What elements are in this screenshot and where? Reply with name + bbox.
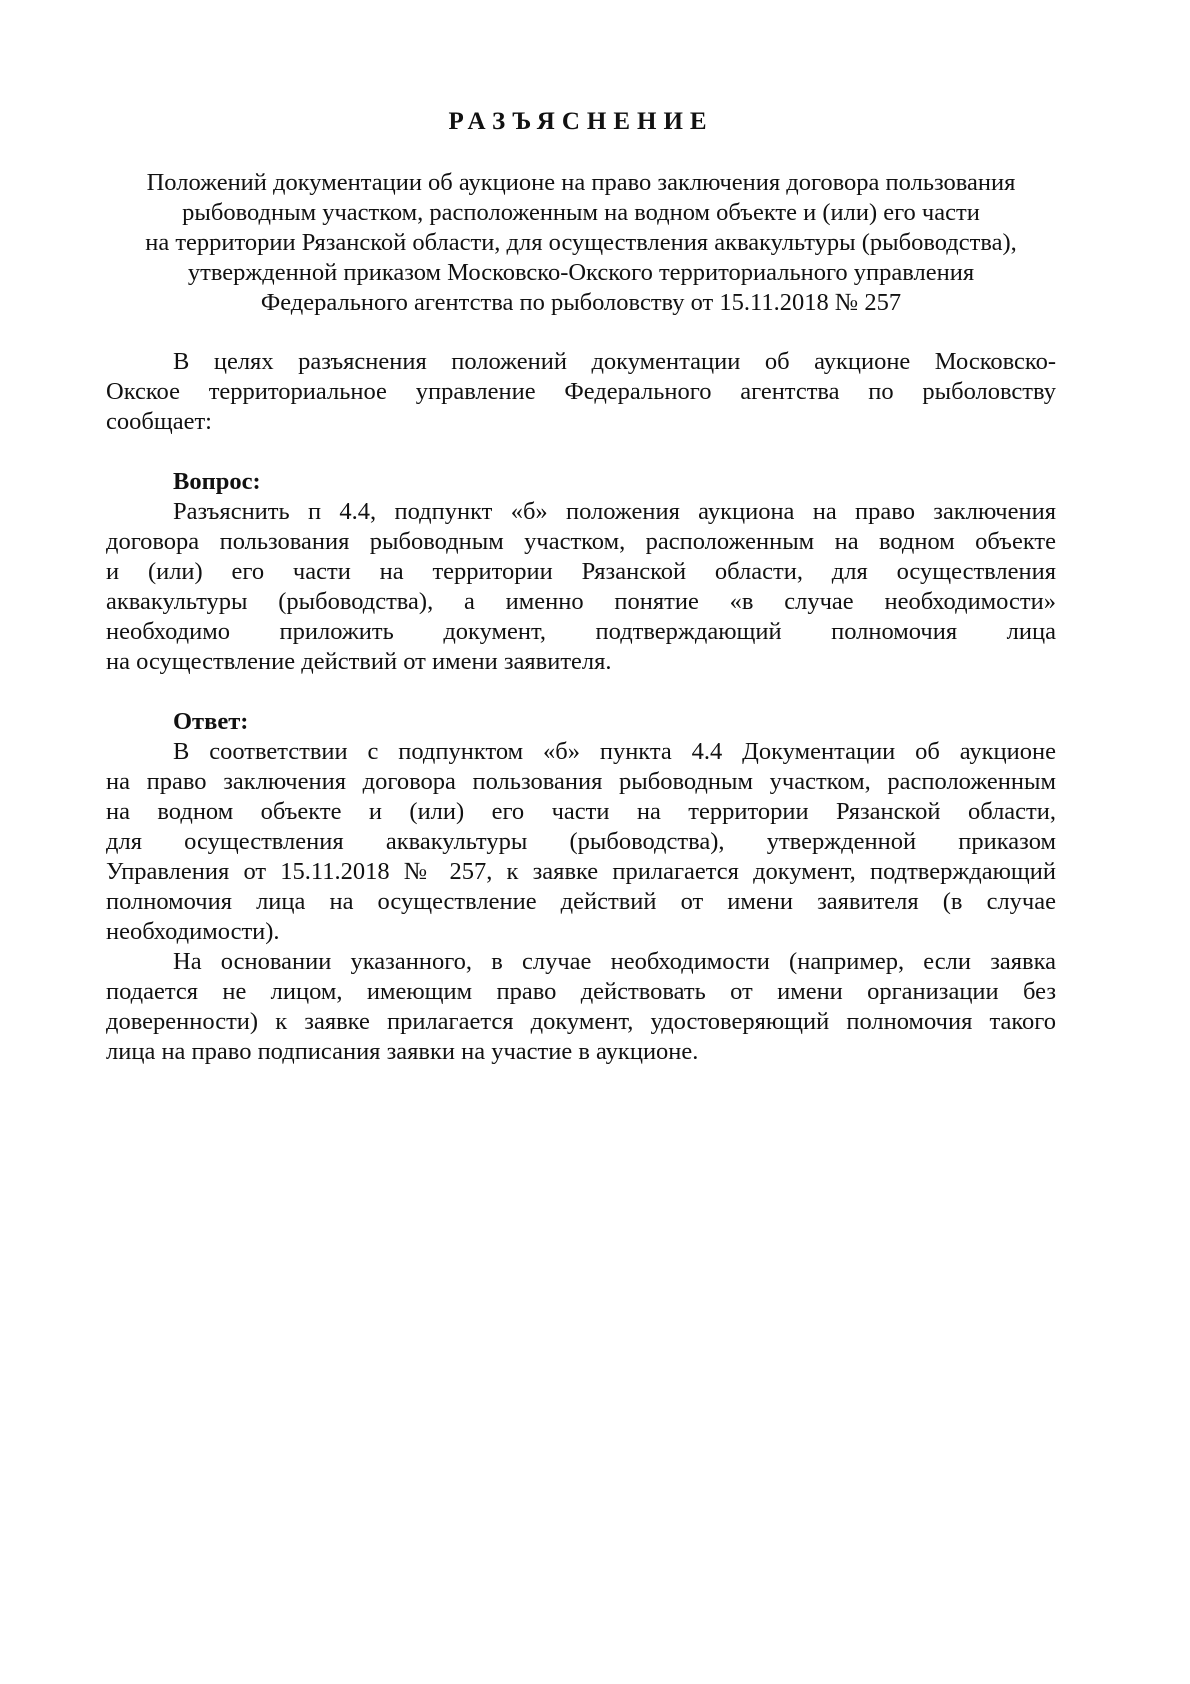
answer-line: на водном объекте и (или) его части на территории Рязанской области,: [106, 798, 1056, 825]
answer-heading: Ответ:: [173, 708, 249, 735]
answer-line: полномочия лица на осуществление действий от имени заявителя (в случае: [106, 888, 1056, 915]
answer-line: подается не лицом, имеющим право действовать от имени организации без: [106, 978, 1056, 1005]
intro-line: В целях разъяснения положений документации об аукционе Московско-: [173, 348, 1056, 375]
answer-line: на право заключения договора пользования рыбоводным участком, расположенным: [106, 768, 1056, 795]
answer-paragraph-2: [106, 947, 1056, 1067]
question-line: договора пользования рыбоводным участком, расположенным на водном объекте: [106, 528, 1056, 555]
question-line: на осуществление действий от имени заявителя.: [106, 648, 612, 675]
subtitle-line: рыбоводным участком, расположенным на водном объекте и (или) его части: [182, 199, 980, 226]
document-subtitle: [106, 168, 1056, 318]
answer-line: Управления от 15.11.2018 № 257, к заявке прилагается документ, подтверждающий: [106, 858, 1056, 885]
intro-paragraph: [106, 347, 1056, 437]
question-line: аквакультуры (рыбоводства), а именно понятие «в случае необходимости»: [106, 588, 1056, 615]
intro-line: Окское территориальное управление Федерального агентства по рыболовству: [106, 378, 1056, 405]
document-title: РАЗЪЯСНЕНИЕ: [448, 108, 714, 135]
question-line: и (или) его части на территории Рязанской области, для осуществления: [106, 558, 1056, 585]
subtitle-line: утвержденной приказом Московско-Окского территориального управления: [187, 259, 975, 286]
intro-line: сообщает:: [106, 408, 212, 435]
answer-line: доверенности) к заявке прилагается документ, удостоверяющий полномочия такого: [106, 1008, 1056, 1035]
answer-line: В соответствии с подпунктом «б» пункта 4.4 Документации об аукционе: [173, 738, 1056, 765]
subtitle-line: Федерального агентства по рыболовству от 15.11.2018 № 257: [260, 289, 902, 316]
answer-line: необходимости).: [106, 918, 280, 945]
subtitle-line: Положений документации об аукционе на право заключения договора пользования: [146, 169, 1016, 196]
answer-line: для осуществления аквакультуры (рыбоводства), утвержденной приказом: [106, 828, 1056, 855]
question-paragraph: [106, 497, 1056, 677]
subtitle-line: на территории Рязанской области, для осуществления аквакультуры (рыбоводства),: [145, 229, 1017, 256]
question-line: необходимо приложить документ, подтверждающий полномочия лица: [106, 618, 1056, 645]
question-line: Разъяснить п 4.4, подпункт «б» положения аукциона на право заключения: [173, 498, 1056, 525]
question-heading: Вопрос:: [173, 468, 261, 495]
answer-line: лица на право подписания заявки на участие в аукционе.: [106, 1038, 699, 1065]
answer-line: На основании указанного, в случае необходимости (например, если заявка: [173, 948, 1056, 975]
answer-paragraph-1: [106, 737, 1056, 947]
